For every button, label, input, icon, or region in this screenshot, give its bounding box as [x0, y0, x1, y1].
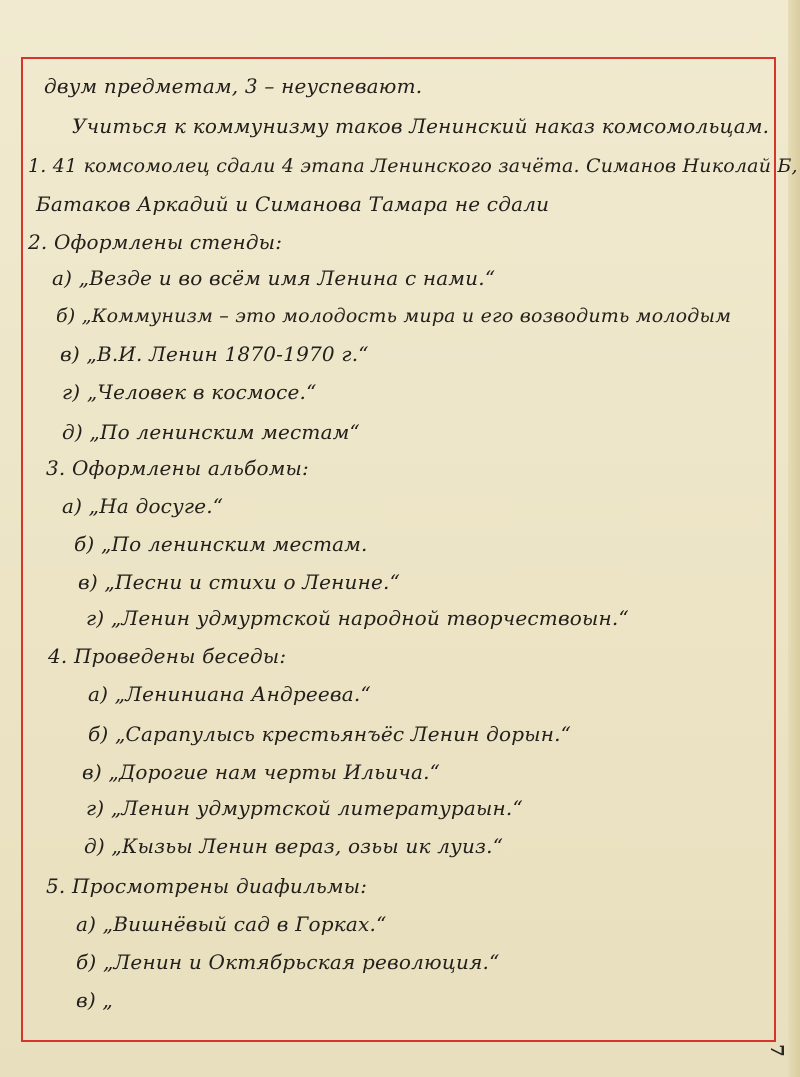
text-line: в) „Дорогие нам черты Ильича.“	[82, 760, 441, 784]
text-line: г) „Человек в космосе.“	[62, 380, 317, 404]
text-line: в) „Песни и стихи о Ленине.“	[78, 570, 401, 594]
page-number: 7	[765, 1044, 787, 1057]
text-line: в) „	[76, 988, 113, 1012]
text-line: б) „Сарапулысь крестьянъёс Ленин дорын.“	[88, 722, 572, 746]
text-line: б) „По ленинским местам.	[74, 532, 368, 556]
text-line: д) „Кызьы Ленин вераз, озьы ик луиз.“	[84, 834, 504, 858]
text-line: г) „Ленин удмуртской народной творчествоын.“	[86, 606, 629, 630]
text-line: а) „Везде и во всём имя Ленина с нами.“	[52, 266, 496, 290]
text-line: 1. 41 комсомолец сдали 4 этапа Ленинского зачёта. Симанов Николай Б,	[28, 155, 798, 177]
text-line: двум предметам, 3 – неуспевают.	[44, 74, 423, 98]
text-line: в) „В.И. Ленин 1870-1970 г.“	[60, 342, 369, 366]
text-line: 3. Оформлены альбомы:	[46, 456, 309, 480]
text-line: б) „Ленин и Октябрьская революция.“	[76, 950, 500, 974]
text-line: г) „Ленин удмуртской литератураын.“	[86, 796, 523, 820]
text-line: Учиться к коммунизму таков Ленинский наказ комсомольцам.	[72, 114, 770, 138]
text-line: 4. Проведены беседы:	[48, 644, 287, 668]
text-line: 2. Оформлены стенды:	[28, 230, 283, 254]
text-line: а) „Лениниана Андреева.“	[88, 682, 371, 706]
text-line: д) „По ленинским местам“	[62, 420, 360, 444]
text-line: а) „Вишнёвый сад в Горках.“	[76, 912, 387, 936]
text-line: б) „Коммунизм – это молодость мира и его возводить молодым	[56, 305, 732, 327]
text-line: а) „На досуге.“	[62, 494, 224, 518]
text-line: 5. Просмотрены диафильмы:	[46, 874, 368, 898]
text-line: Батаков Аркадий и Симанова Тамара не сдали	[36, 192, 550, 216]
